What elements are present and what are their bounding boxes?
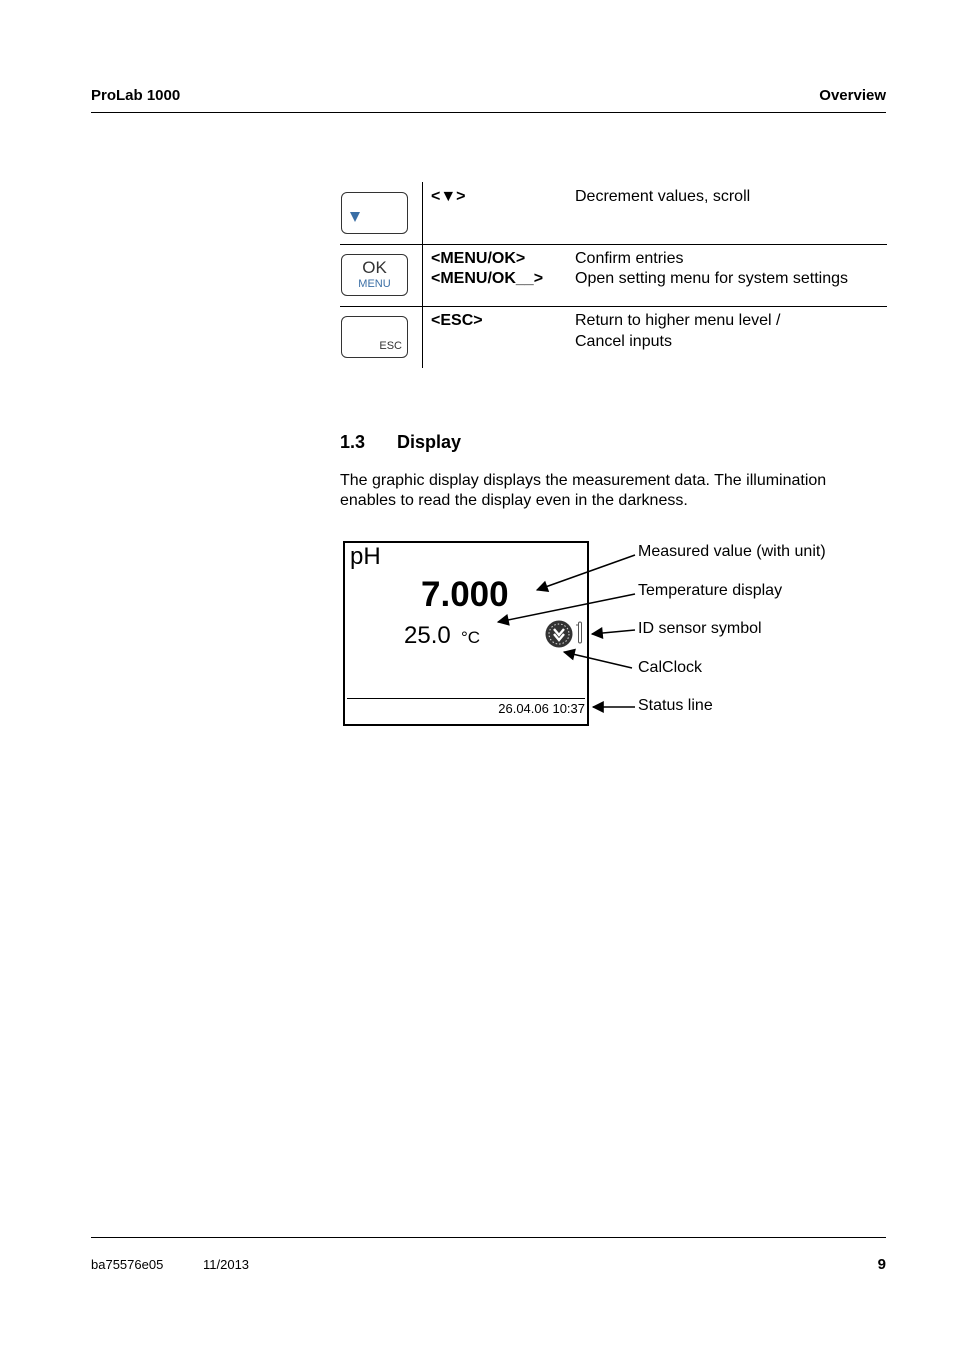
esc-key-button: [341, 316, 408, 358]
temperature-value: 25.0: [404, 622, 451, 649]
measured-value: 7.000: [421, 575, 509, 614]
status-line-datetime: 26.04.06 10:37: [498, 701, 585, 716]
footer-date: 11/2013: [203, 1257, 250, 1272]
callout-status: Status line: [638, 697, 713, 714]
parameter-label: pH: [350, 543, 381, 570]
header-rule: [91, 112, 886, 113]
callout-id-sensor: ID sensor symbol: [638, 620, 762, 637]
section-title: Display: [397, 432, 462, 452]
key-desc-confirm: Confirm entries: [575, 250, 684, 267]
temperature-unit: °C: [461, 628, 481, 647]
table-divider: [422, 182, 423, 368]
page-number: 9: [877, 1256, 886, 1273]
arrow-calclock: [564, 652, 632, 668]
key-name-menu-ok-long: <MENU/OK__>: [431, 270, 544, 287]
footer-rule: [91, 1237, 886, 1238]
key-name-esc: <ESC>: [431, 312, 483, 329]
key-desc-down: Decrement values, scroll: [575, 188, 751, 205]
key-desc-return: Return to higher menu level /: [575, 312, 781, 329]
menu-key-label: MENU: [358, 278, 391, 290]
key-desc-setting-menu: Open setting menu for system settings: [575, 270, 849, 287]
callout-arrows: [480, 540, 640, 730]
key-desc-cancel: Cancel inputs: [575, 333, 672, 350]
row-divider: [340, 306, 887, 307]
menu-ok-key-button: [341, 254, 408, 296]
callout-temperature: Temperature display: [638, 582, 783, 599]
down-arrow-key-icon: [349, 211, 361, 223]
arrow-temperature: [498, 594, 635, 622]
key-name-menu-ok: <MENU/OK>: [431, 250, 526, 267]
footer-doc-id: ba75576e05: [91, 1257, 164, 1272]
section-paragraph: The graphic display displays the measurement data. The illumination enables to read the display even in the darkness.: [340, 472, 827, 509]
callout-calclock: CalClock: [638, 659, 703, 676]
callout-measured: Measured value (with unit): [638, 543, 826, 560]
header-section: Overview: [819, 87, 886, 104]
arrow-measured: [537, 555, 635, 590]
down-key-button: [341, 192, 408, 234]
ok-key-label: OK: [362, 258, 387, 277]
section-number: 1.3: [340, 432, 366, 452]
arrow-id-sensor: [592, 630, 635, 634]
esc-key-label: ESC: [379, 340, 402, 352]
header-title: ProLab 1000: [91, 87, 181, 104]
key-name-down: <▼>: [431, 188, 466, 205]
row-divider: [340, 244, 887, 245]
